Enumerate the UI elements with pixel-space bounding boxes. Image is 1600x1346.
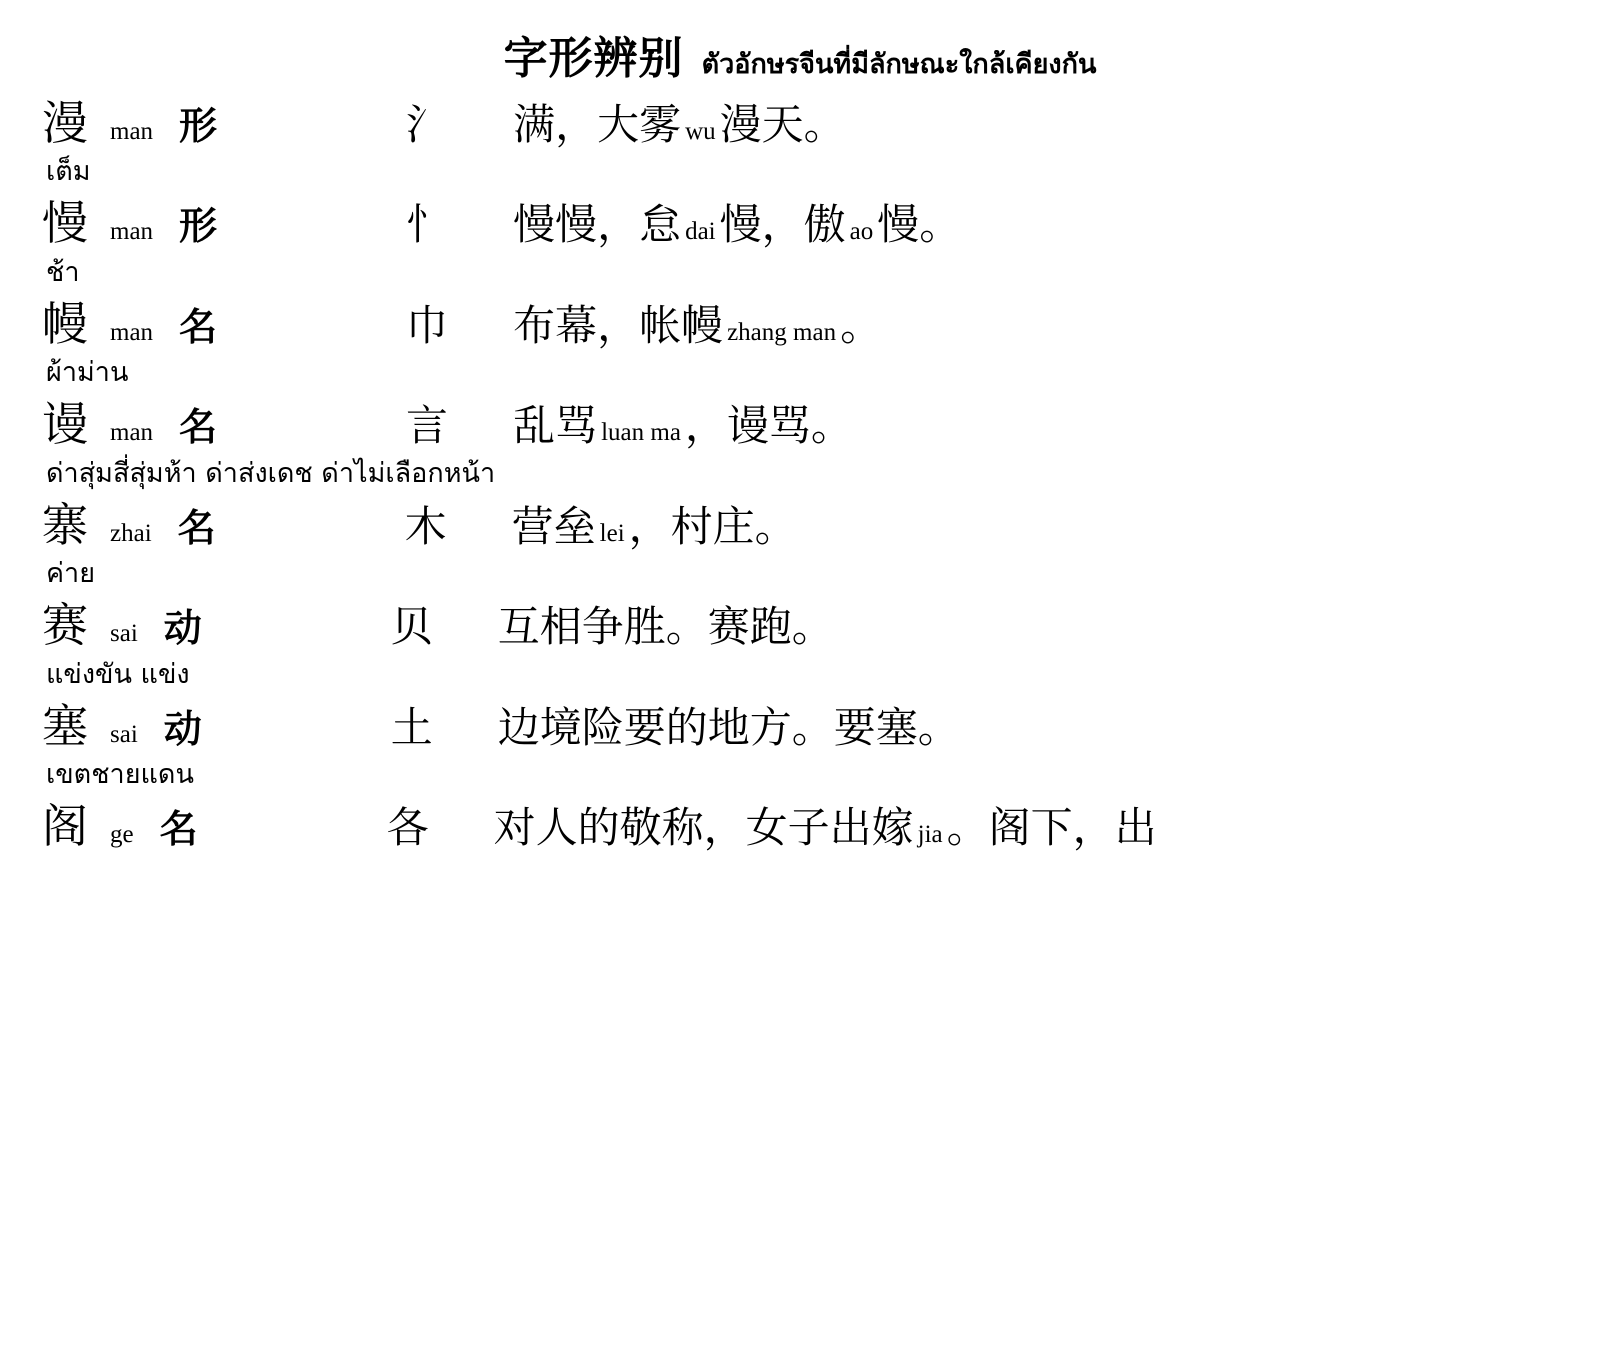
dictionary-entry [42,293,1600,389]
dictionary-entry [42,594,1600,690]
dictionary-entry [42,92,1600,188]
entry-main-row [42,494,1600,556]
thai-gloss: ค่าย [46,558,96,590]
entry-main-row [42,695,1600,757]
radical-character: 巾 [406,300,449,350]
part-of-speech: 名 [159,807,198,852]
definition-chinese: 。阁下，出 [946,803,1157,853]
headword-character: 谩 [42,397,88,452]
definition-chinese: ，谩骂。 [684,401,853,451]
entry-list [0,92,1600,857]
part-of-speech: 形 [179,104,218,148]
dictionary-entry [42,494,1600,590]
definition-romanization: luan ma [601,419,681,447]
headword-pinyin: man [110,419,154,447]
entry-main-row [42,393,1600,455]
headword-pinyin: man [110,218,154,246]
radical-character: 土 [390,702,433,752]
dictionary-entry [42,393,1600,489]
entry-main-row [42,795,1600,857]
radical-character: 氵 [406,100,449,149]
definition-chinese: 对人的敬称，女子出嫁 [493,803,914,853]
headword-character: 慢 [42,196,88,251]
dictionary-entry [42,795,1600,857]
headword-pinyin: sai [110,720,138,748]
thai-gloss: เขตชายแดน [46,759,194,790]
definition-text [494,800,1157,857]
definition-chinese: 漫天。 [719,100,846,149]
radical-character: 各 [386,803,429,853]
radical-character: 木 [404,501,447,551]
headword-character: 漫 [42,96,88,150]
definition-text [512,499,797,556]
definition-chinese: 边境险要的地方。要塞。 [497,702,960,752]
definition-text [513,298,882,355]
part-of-speech: 动 [163,606,202,651]
part-of-speech: 动 [163,706,202,751]
title-chinese: 字形辨别 [503,33,684,84]
radical-character: 忄 [406,200,449,250]
definition-text [498,599,834,656]
definition-text [513,197,961,254]
headword-pinyin: zhai [110,519,152,547]
entry-main-row [42,594,1600,656]
definition-text [498,700,960,757]
thai-gloss: ช้า [46,256,80,288]
definition-romanization: lei [599,519,625,547]
radical-character: 贝 [390,602,433,652]
entry-main-row [42,192,1600,254]
thai-gloss: เต็ม [46,156,91,188]
definition-chinese: 。 [840,300,883,350]
definition-romanization: wu [685,118,716,145]
definition-romanization: zhang man [727,318,837,346]
definition-chinese: 慢，傲 [719,200,846,250]
definition-romanization: jia [917,821,943,849]
thai-gloss: ด่าสุ่มสี่สุ่มห้า ด่าส่งเดช ด่าไม่เลือกหน้า [46,457,496,489]
dictionary-entry [42,695,1600,791]
definition-chinese: 互相争胜。赛跑。 [497,602,834,652]
headword-character: 阁 [42,799,88,854]
thai-gloss: ผ้าม่าน [46,357,129,389]
headword-character: 幔 [42,296,88,351]
definition-chinese: 慢慢，怠 [513,200,682,250]
headword-pinyin: sai [110,620,138,648]
title-thai: ตัวอักษรจีนที่มีลักษณะใกล้เคียงกัน [701,49,1097,80]
dictionary-entry [42,192,1600,288]
definition-chinese: 乱骂 [513,401,598,451]
definition-chinese: 营垒 [511,501,596,551]
definition-romanization: ao [849,218,874,246]
definition-chinese: 慢。 [877,200,962,250]
definition-chinese: ，村庄。 [628,501,797,551]
entry-main-row [42,92,1600,154]
headword-pinyin: ge [110,821,134,849]
headword-pinyin: man [110,318,154,346]
definition-chinese: 布幕，帐幔 [513,300,724,350]
part-of-speech: 名 [179,405,218,450]
page-title [0,22,1600,86]
part-of-speech: 名 [179,304,218,349]
radical-character: 言 [406,401,449,451]
part-of-speech: 名 [177,505,216,550]
headword-character: 塞 [42,698,88,753]
headword-character: 寨 [42,497,88,552]
definition-romanization: dai [685,218,716,246]
headword-character: 赛 [42,598,88,653]
definition-chinese: 满，大雾 [513,100,682,149]
part-of-speech: 形 [179,204,218,249]
definition-text [513,97,846,154]
thai-gloss: แข่งขัน แข่ง [46,658,190,690]
headword-pinyin: man [110,118,154,145]
entry-main-row [42,293,1600,355]
definition-text [513,398,853,455]
